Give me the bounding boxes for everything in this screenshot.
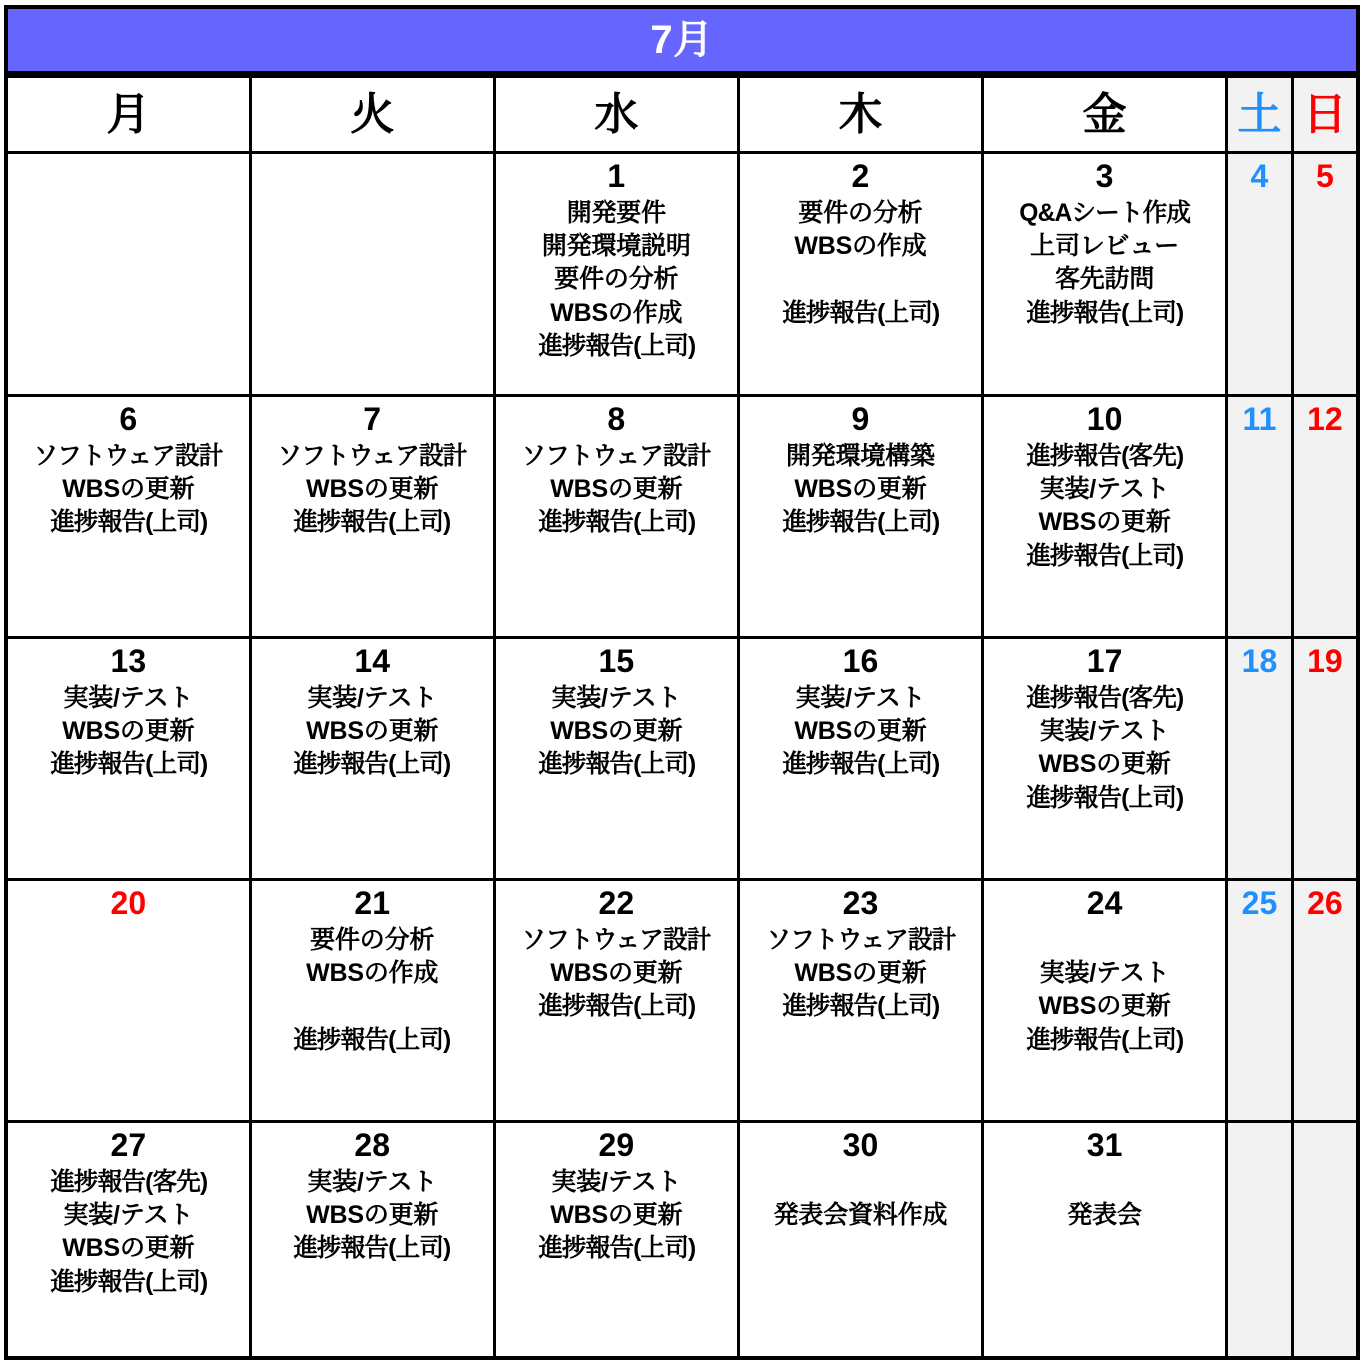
month-banner [4,5,1360,75]
event-line[interactable]: 進捗報告(上司) [537,331,695,360]
event-line[interactable]: 開発環境構築 [786,441,935,470]
event-line[interactable]: WBSの更新 [1038,750,1171,779]
day-cell-27[interactable] [6,1122,250,1359]
event-line[interactable]: 進捗報告(上司) [293,750,451,779]
event-line[interactable]: 進捗報告(上司) [293,508,451,537]
day-cell-content [1228,154,1291,394]
event-line[interactable]: 進捗報告(上司) [1026,1025,1184,1054]
day-events [741,197,980,330]
day-number: 29 [598,1127,635,1163]
day-cell-12[interactable] [1292,396,1358,638]
event-line[interactable]: ソフトウェア設計 [277,441,467,470]
day-number: 19 [1307,643,1343,679]
day-number: 14 [354,643,390,679]
day-cell-content [740,1123,981,1356]
day-cell-content [1294,639,1356,878]
day-number: 5 [1315,158,1334,194]
event-line[interactable]: WBSの更新 [794,717,927,745]
day-events [9,682,248,782]
calendar-week-row [6,153,1358,396]
day-cell-content [1228,1123,1291,1356]
day-cell-content [252,881,493,1120]
day-number: 17 [1086,643,1123,679]
weekday-header-tue [250,77,494,153]
weekday-label: 木 [838,89,883,139]
day-cell-13[interactable] [6,638,250,880]
weekday-header-sun [1292,77,1358,153]
day-number: 30 [842,1127,879,1163]
day-cell-5[interactable] [1292,153,1358,396]
day-cell-content [740,154,981,394]
day-cell-10[interactable] [983,396,1227,638]
event-line[interactable]: 実装/テスト [63,683,194,712]
calendar-grid [4,75,1360,1360]
day-events [985,924,1224,1057]
day-cell-content [1228,881,1291,1120]
day-cell-29[interactable] [494,1122,738,1359]
day-cell-content [740,639,981,878]
event-line[interactable]: 進捗報告(客先) [49,1167,207,1196]
day-cell-content [984,881,1225,1120]
weekday-label: 日 [1302,89,1347,139]
day-events [497,440,736,540]
day-cell-1[interactable] [494,153,738,396]
day-events [253,440,492,540]
event-line[interactable]: 開発要件 [566,198,666,227]
weekday-header-fri [983,77,1227,153]
event-line[interactable]: ソフトウェア設計 [521,441,711,470]
event-line[interactable]: 開発環境説明 [541,232,691,260]
event-line[interactable]: 進捗報告(上司) [1026,541,1184,570]
day-cell-23[interactable] [738,880,982,1122]
day-events [497,197,736,363]
day-number: 13 [110,643,147,679]
event-line[interactable]: WBSの更新 [306,1201,439,1229]
event-line[interactable]: WBSの更新 [1038,508,1171,537]
day-number: 12 [1307,401,1343,437]
weekday-header-thu [738,77,982,153]
day-events [985,440,1224,573]
day-cell-3[interactable] [983,153,1227,396]
day-number: 28 [354,1127,390,1163]
day-cell-15[interactable] [494,638,738,880]
event-line[interactable]: 進捗報告(上司) [49,750,207,779]
event-line[interactable]: Q&Aシート作成 [1019,198,1190,227]
event-line[interactable]: 実装/テスト [795,683,926,712]
day-events [741,440,980,540]
day-cell-content [984,1123,1225,1356]
day-cell-6[interactable] [6,396,250,638]
day-cell-content [1294,1123,1356,1356]
calendar-week-row [6,638,1358,880]
day-number: 9 [851,401,870,437]
day-events [9,1166,248,1299]
event-line[interactable]: ソフトウェア設計 [521,925,711,954]
event-line[interactable]: 実装/テスト [63,1201,194,1229]
event-line[interactable]: WBSの更新 [1038,992,1171,1021]
day-cell-content [252,154,493,394]
event-line[interactable]: 実装/テスト [307,683,438,712]
event-line[interactable]: 発表会資料作成 [773,1201,948,1229]
day-cell-8[interactable] [494,396,738,638]
day-cell-content [1294,154,1356,394]
day-events [497,1166,736,1266]
event-line[interactable]: 進捗報告(上司) [293,1234,451,1263]
event-line[interactable]: WBSの更新 [794,475,927,503]
event-line[interactable]: 実装/テスト [1039,475,1170,503]
day-cell-content [252,1123,493,1356]
event-line[interactable]: WBSの作成 [550,298,683,327]
day-number: 3 [1095,158,1114,194]
day-cell-empty [6,153,250,396]
day-cell-content [8,154,249,394]
event-line[interactable]: 進捗報告(上司) [537,750,695,779]
event-line[interactable]: WBSの更新 [550,1201,683,1229]
event-line[interactable]: WBSの更新 [550,959,683,987]
weekday-header-sat [1227,77,1293,153]
day-number: 1 [607,158,626,194]
day-cell-14[interactable] [250,638,494,880]
day-cell-17[interactable] [983,638,1227,880]
day-cell-20[interactable] [6,880,250,1122]
day-events [985,197,1224,330]
day-cell-content [496,1123,737,1356]
day-cell-30[interactable] [738,1122,982,1359]
day-events [985,682,1224,815]
day-events [253,682,492,782]
day-cell-18[interactable] [1227,638,1293,880]
event-line[interactable]: 実装/テスト [307,1167,438,1196]
day-cell-content [496,397,737,636]
event-line[interactable]: 進捗報告(上司) [781,750,939,779]
day-events [9,440,248,540]
day-number: 2 [851,158,870,194]
day-number: 10 [1086,401,1123,437]
day-cell-content [8,1123,249,1356]
day-events [497,682,736,782]
day-cell-empty [250,153,494,396]
event-line[interactable]: 要件の分析 [798,198,923,227]
event-line[interactable]: ソフトウェア設計 [765,925,955,954]
weekday-header-row [6,77,1358,153]
weekday-label: 金 [1082,89,1127,139]
calendar-body [6,153,1358,1359]
event-line[interactable]: WBSの更新 [62,717,195,745]
day-cell-content [496,639,737,878]
day-cell-31[interactable] [983,1122,1227,1359]
calendar-week-row [6,396,1358,638]
day-cell-content [984,397,1225,636]
day-cell-content [252,397,493,636]
day-number: 27 [110,1127,147,1163]
event-line[interactable]: 客先訪問 [1054,265,1155,294]
day-number: 11 [1242,401,1277,437]
weekday-label: 火 [350,89,395,139]
day-cell-19[interactable] [1292,638,1358,880]
day-number: 22 [598,885,635,921]
day-cell-content [1228,397,1291,636]
day-number: 8 [607,401,626,437]
day-number: 25 [1241,885,1278,921]
day-events [741,1166,980,1233]
day-cell-content [1294,397,1356,636]
event-line[interactable]: 進捗報告(客先) [1026,441,1184,470]
event-line[interactable]: 実装/テスト [551,683,682,712]
day-cell-content [984,639,1225,878]
event-line[interactable]: WBSの更新 [550,475,683,503]
day-cell-24[interactable] [983,880,1227,1122]
event-line[interactable]: 発表会 [1067,1201,1142,1229]
day-number: 15 [598,643,635,679]
event-line[interactable]: WBSの作成 [794,232,927,260]
day-cell-content [8,881,249,1120]
day-number: 23 [842,885,879,921]
day-events [497,924,736,1024]
event-line[interactable]: 進捗報告(上司) [537,992,695,1021]
day-events [985,1166,1224,1233]
day-number: 31 [1086,1127,1123,1163]
day-cell-content [740,397,981,636]
event-line[interactable]: 進捗報告(上司) [781,298,939,327]
event-line[interactable]: 上司レビュー [1030,232,1179,260]
calendar-week-row [6,1122,1358,1359]
event-line[interactable]: ソフトウェア設計 [33,441,223,470]
day-number: 4 [1250,158,1269,194]
day-cell-21[interactable] [250,880,494,1122]
day-events [741,924,980,1024]
day-number: 16 [842,643,879,679]
event-line[interactable]: 進捗報告(上司) [537,508,695,537]
event-line[interactable]: 進捗報告(上司) [781,508,939,537]
event-line[interactable]: 進捗報告(上司) [781,992,939,1021]
day-number: 21 [354,885,390,921]
event-line[interactable]: 進捗報告(上司) [537,1234,695,1263]
weekday-label: 水 [594,89,639,139]
event-line[interactable]: 実装/テスト [551,1167,682,1196]
day-number: 7 [363,401,382,437]
event-line[interactable]: 要件の分析 [554,265,679,294]
event-line[interactable]: WBSの作成 [306,959,439,987]
event-line[interactable]: 進捗報告(客先) [1026,683,1184,712]
event-line[interactable]: 進捗報告(上司) [1026,783,1184,812]
day-cell-content [252,639,493,878]
day-events [253,1166,492,1266]
day-cell-25[interactable] [1227,880,1293,1122]
day-cell-empty [1292,1122,1358,1359]
month-title: 7月 [650,18,714,62]
event-line[interactable]: 進捗報告(上司) [49,1267,207,1296]
day-cell-2[interactable] [738,153,982,396]
calendar-week-row [6,880,1358,1122]
day-cell-content [740,881,981,1120]
day-cell-28[interactable] [250,1122,494,1359]
day-cell-content [1294,881,1356,1120]
day-cell-16[interactable] [738,638,982,880]
event-line[interactable]: WBSの更新 [306,717,439,745]
day-cell-4[interactable] [1227,153,1293,396]
event-line[interactable]: 実装/テスト [1039,959,1170,987]
day-events [253,924,492,1057]
day-events [741,682,980,782]
event-line[interactable]: 進捗報告(上司) [49,508,207,537]
calendar-head [6,77,1358,153]
day-cell-content [984,154,1225,394]
day-cell-content [8,639,249,878]
event-line[interactable]: 進捗報告(上司) [293,1025,451,1054]
day-cell-content [8,397,249,636]
day-cell-9[interactable] [738,396,982,638]
event-line[interactable]: 進捗報告(上司) [1026,298,1184,327]
weekday-header-mon [6,77,250,153]
day-cell-26[interactable] [1292,880,1358,1122]
day-cell-22[interactable] [494,880,738,1122]
day-cell-content [1228,639,1291,878]
day-number: 18 [1241,643,1278,679]
weekday-label: 月 [106,89,151,139]
weekday-header-wed [494,77,738,153]
event-line[interactable]: WBSの更新 [794,959,927,987]
day-cell-content [496,881,737,1120]
event-line[interactable]: 実装/テスト [1039,717,1170,745]
event-line[interactable]: WBSの更新 [550,717,683,745]
event-line[interactable]: WBSの更新 [62,1234,195,1263]
day-cell-empty [1227,1122,1293,1359]
day-number: 24 [1086,885,1123,921]
weekday-label: 土 [1237,89,1282,139]
day-cell-11[interactable] [1227,396,1293,638]
event-line[interactable]: WBSの更新 [306,475,439,503]
day-number: 26 [1307,885,1343,921]
day-number: 6 [119,401,138,437]
event-line[interactable]: 要件の分析 [310,925,435,954]
event-line[interactable]: WBSの更新 [62,475,195,503]
day-number: 20 [110,885,147,921]
day-cell-7[interactable] [250,396,494,638]
day-cell-content [496,154,737,394]
